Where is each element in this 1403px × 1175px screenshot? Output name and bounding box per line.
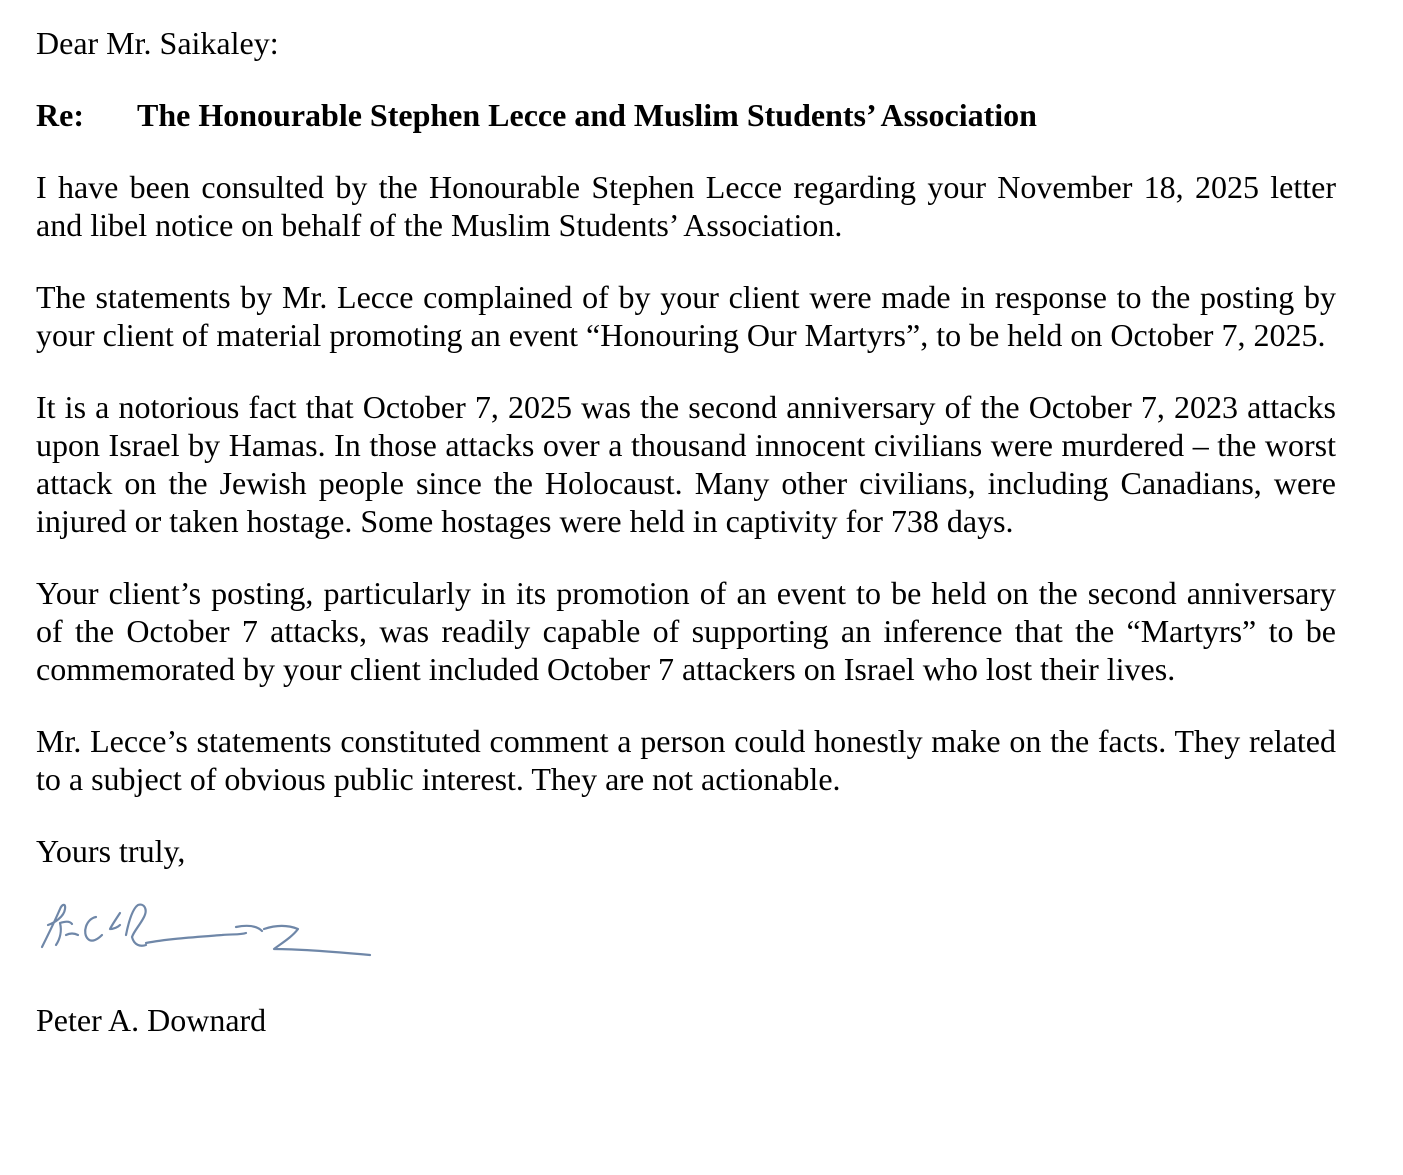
subject-line [36, 96, 1336, 134]
paragraph-statements: The statements by Mr. Lecce complained of by your client were made in response to the posting by your client of material promoting an event “Honouring Our Martyrs”, to be held on October 7, 2025. [36, 279, 1336, 353]
subject-text: The Honourable Stephen Lecce and Muslim Students’ Association [137, 97, 1037, 133]
signature-image [36, 895, 376, 973]
signatory-name: Peter A. Downard [36, 1002, 267, 1038]
letter-body [36, 24, 1336, 1039]
closing: Yours truly, [36, 833, 186, 869]
subject-label: Re: [36, 97, 84, 133]
paragraph-conclusion: Mr. Lecce’s statements constituted comment a person could honestly make on the facts. They related to a subject of obvious public interest. They are not actionable. [36, 723, 1336, 797]
salutation: Dear Mr. Saikaley: [36, 25, 279, 61]
paragraph-inference: Your client’s posting, particularly in its promotion of an event to be held on the second anniversary of the October 7 attacks, was readily capable of supporting an inference that the “Martyrs” to be commemorated by your client included October 7 attackers on Israel who lost their lives. [36, 575, 1336, 687]
paragraph-october-7: It is a notorious fact that October 7, 2025 was the second anniversary of the October 7, 2023 attacks upon Israel by Hamas. In those attacks over a thousand innocent civilians were murdered – the worst attack on the Jewish people since the Holocaust. Many other civilians, including Canadians, were injured or taken hostage. Some hostages were held in captivity for 738 days. [36, 389, 1336, 539]
paragraph-consultation: I have been consulted by the Honourable Stephen Lecce regarding your November 18, 2025 letter and libel notice on behalf of the Muslim Students’ Association. [36, 169, 1336, 243]
